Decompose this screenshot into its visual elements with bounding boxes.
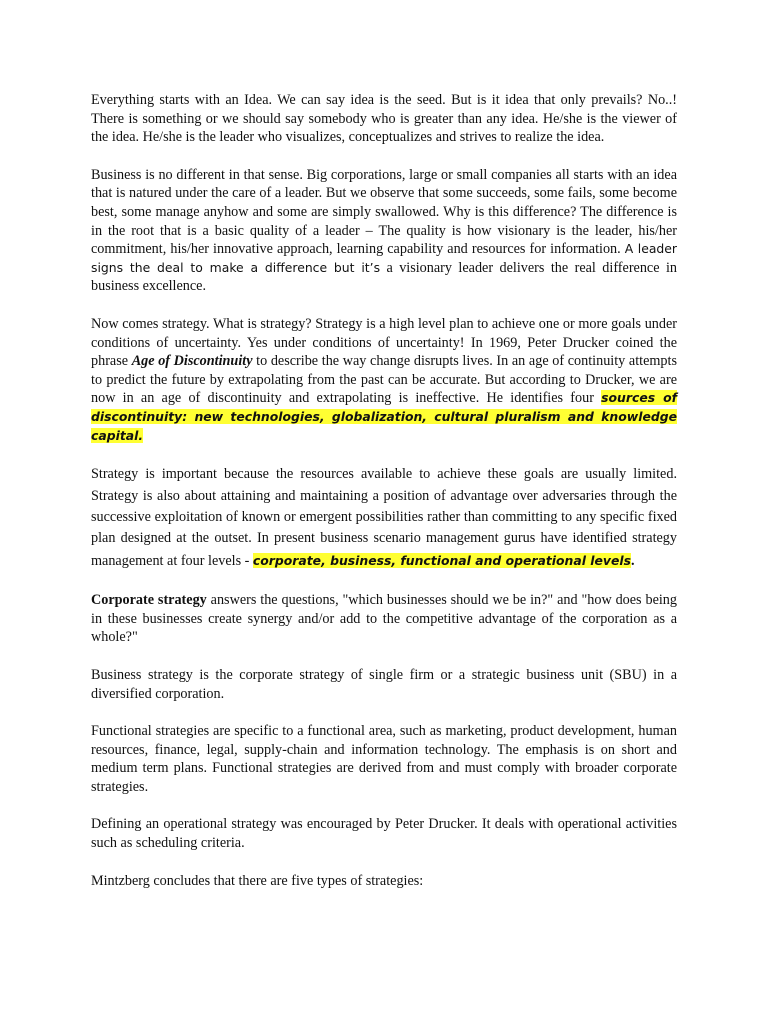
- corporate-strategy-term: Corporate strategy: [91, 592, 207, 609]
- paragraph-business-tail: a visionary leader delivers the real difference in business excellence.: [91, 259, 677, 295]
- paragraph-idea-text: Everything starts with an Idea. We can say idea is the seed. But is it idea that only prevails? No..! There is something or we should say somebody who is greater than any idea. He/she is the viewer of the idea. He/she is the leader who visualizes, conceptualizes and strives to realize the idea.: [91, 92, 677, 146]
- age-of-discontinuity-phrase: Age of Discontinuity: [131, 353, 253, 370]
- paragraph-corporate-strategy-text: answers the questions, "which businesses should we be in?" and "how does being in these businesses create synergy and/or add to the competitive advantage of the corporation as a whole?": [91, 592, 677, 646]
- paragraph-business: [91, 166, 677, 296]
- document-page: [91, 91, 677, 890]
- paragraph-operational-strategy-text: Defining an operational strategy was encouraged by Peter Drucker. It deals with operational activities such as scheduling criteria.: [91, 816, 677, 852]
- paragraph-idea: [91, 91, 677, 147]
- paragraph-strategy-importance-text: Strategy is important because the resources available to achieve these goals are usually limited. Strategy is also about attaining and maintaining a position of advantage over adversaries through the successive exploitation of known or emergent possibilities rather than committing to any specific fixed plan designed at the outset. In present business scenario management gurus have identified strategy management at four levels -: [91, 466, 677, 569]
- paragraph-functional-strategies-text: Functional strategies are specific to a functional area, such as marketing, product development, human resources, finance, legal, supply-chain and information technology. The emphasis is on short and medium term plans. Functional strategies are derived from and must comply with broader corporate strategies.: [91, 723, 677, 795]
- paragraph-business-sans-text: A leader signs the deal to make a difference but it’s: [91, 241, 677, 275]
- paragraph-business-text: Business is no different in that sense. Big corporations, large or small companies all starts with an idea that is natured under the care of a leader. But we observe that some succeeds, some fails, some become best, some manage anyhow and some are simply swallowed. Why is this difference? The difference is in the root that is a basic quality of a leader – The quality is how visionary is the leader, his/her commitment, his/her innovative approach, learning capability and resources for information.: [91, 166, 677, 258]
- paragraph-operational-strategy: [91, 815, 677, 852]
- highlight-strategy-levels: corporate, business, functional and operational levels: [252, 552, 632, 568]
- paragraph-strategy-text-after: to describe the way change disrupts lives. In an age of continuity attempts to predict the future by extrapolating from the past can be accurate. But according to Drucker, we are now in an age of discontinuity and extrapolating is ineffective. He identifies four: [91, 353, 677, 407]
- paragraph-business-strategy-text: Business strategy is the corporate strategy of single firm or a strategic business unit (SBU) in a diversified corporation.: [91, 666, 677, 702]
- paragraph-strategy-importance-end: .: [631, 552, 635, 569]
- paragraph-corporate-strategy: [91, 591, 677, 647]
- paragraph-business-strategy: [91, 666, 677, 703]
- paragraph-strategy: [91, 315, 677, 445]
- paragraph-mintzberg: [91, 872, 677, 891]
- highlight-sources-of-discontinuity: sources of discontinuity: new technologies, globalization, cultural pluralism and knowledge capital.: [91, 390, 677, 443]
- paragraph-strategy-text-before: Now comes strategy. What is strategy? Strategy is a high level plan to achieve one or more goals under conditions of uncertainty. Yes under conditions of uncertainty! In 1969, Peter Drucker coined the phrase: [91, 315, 677, 370]
- paragraph-strategy-importance: [91, 464, 677, 572]
- paragraph-mintzberg-text: Mintzberg concludes that there are five types of strategies:: [91, 872, 424, 889]
- paragraph-functional-strategies: [91, 722, 677, 796]
